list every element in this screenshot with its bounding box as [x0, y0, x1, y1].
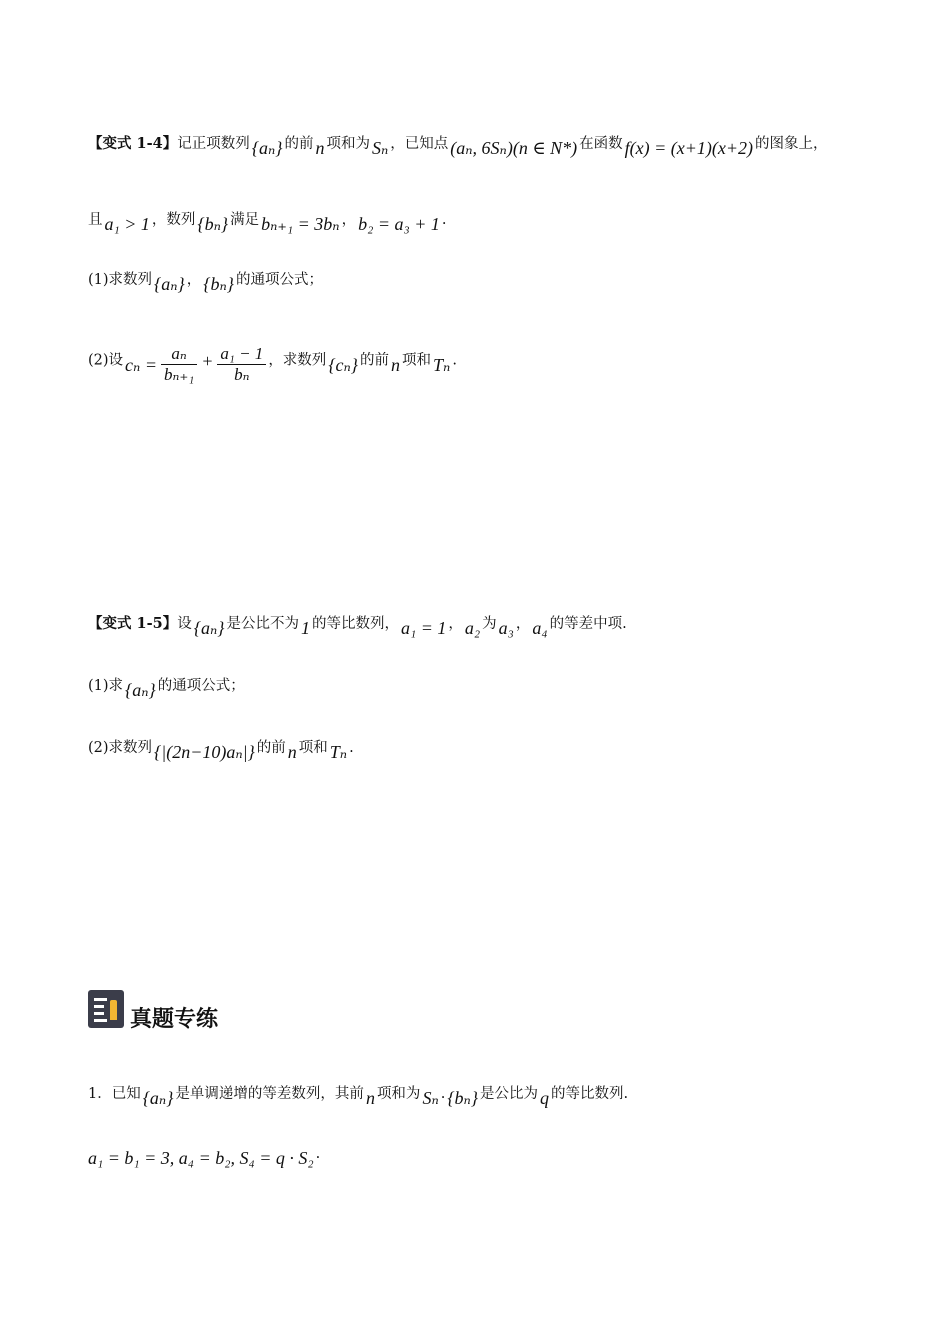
text: 满足 — [230, 212, 260, 228]
math: n — [391, 354, 400, 375]
text: ，已知点 — [390, 136, 449, 152]
text: . — [349, 740, 354, 756]
math: {bₙ} — [447, 1088, 479, 1108]
math: {|(2n−10)aₙ|} — [154, 742, 255, 762]
variant-1-5-question-2 — [88, 736, 354, 762]
text: 记正项数列 — [177, 136, 250, 152]
text: 项和为 — [376, 1086, 421, 1102]
variant-1-4-question-1 — [88, 268, 323, 294]
text: 的等比数列. — [551, 1086, 629, 1102]
math: {aₙ} — [142, 1088, 174, 1108]
text: 项和为 — [326, 136, 370, 152]
math: b₂ = a₃ + 1 — [358, 214, 440, 234]
fraction — [217, 344, 266, 385]
variant-label: 【变式 1-5】 — [88, 615, 178, 632]
text: 是公比不为 — [226, 616, 299, 632]
text: 1．已知 — [88, 1086, 141, 1102]
variant-label: 【变式 1-4】 — [88, 135, 178, 152]
text: 的前 — [256, 740, 286, 756]
math: Tₙ — [433, 354, 451, 375]
variant-1-4-question-2 — [88, 340, 457, 384]
text: 是公比为 — [480, 1086, 539, 1102]
text: 项和 — [402, 352, 431, 369]
section-title: 真题专练 — [130, 1005, 219, 1032]
math: {aₙ} — [251, 138, 283, 158]
section-header — [88, 990, 219, 1032]
text: (1)求 — [88, 678, 124, 694]
math: q — [540, 1088, 550, 1108]
text: . — [452, 352, 457, 369]
math: Tₙ — [329, 742, 348, 762]
math: a₂ — [464, 618, 481, 638]
math: a₁ > 1 — [104, 214, 150, 234]
math: n — [315, 138, 325, 158]
math: n — [365, 1088, 375, 1108]
math: n — [287, 742, 297, 762]
text: ， — [515, 616, 531, 632]
fraction-denominator: bₙ — [234, 365, 250, 384]
text: ， — [448, 616, 463, 632]
text: 的等差中项. — [549, 616, 627, 632]
variant-1-4-line-2 — [88, 208, 447, 234]
text: (1)求数列 — [88, 272, 153, 288]
math: bₙ₊₁ = 3bₙ — [261, 214, 340, 234]
math: {cₙ} — [328, 354, 358, 375]
math: (aₙ, 6Sₙ)(n ∈ N*) — [450, 138, 578, 158]
fraction — [161, 344, 197, 385]
math: {aₙ} — [154, 274, 185, 294]
text: . — [315, 1146, 321, 1162]
math: {aₙ} — [125, 680, 156, 700]
text: ，数列 — [151, 212, 196, 228]
math: 1 — [300, 618, 310, 638]
text: 是单调递增的等差数列，其前 — [175, 1086, 364, 1102]
problem-1-line-2 — [88, 1142, 321, 1168]
math: + — [201, 350, 214, 371]
fraction-numerator: aₙ — [161, 344, 197, 365]
math: {bₙ} — [197, 214, 229, 234]
math: cₙ = — [125, 354, 157, 375]
math: {bₙ} — [203, 274, 234, 294]
text: 的通项公式； — [235, 272, 323, 288]
text: ， — [341, 212, 357, 228]
text: 在函数 — [579, 136, 623, 152]
text: ，求数列 — [268, 352, 327, 369]
text: (2)设 — [88, 352, 124, 369]
math: a₁ = 1 — [400, 618, 447, 638]
text: 的通项公式； — [157, 678, 245, 694]
text: . — [441, 212, 447, 228]
math: a₁ = b₁ = 3, a₄ = b₂, S₄ = q · S₂ — [88, 1148, 314, 1168]
variant-1-5-question-1 — [88, 674, 245, 700]
text: ， — [186, 272, 202, 288]
text: 的前 — [284, 136, 314, 152]
text: 项和 — [298, 740, 328, 756]
math: {aₙ} — [193, 618, 225, 638]
math: a₃ — [498, 618, 514, 638]
problem-1-line-1 — [88, 1082, 629, 1108]
math: Sₙ — [422, 1088, 439, 1108]
text: . — [440, 1086, 446, 1102]
math: Sₙ — [371, 138, 389, 158]
variant-1-4-line-1 — [88, 132, 828, 158]
fraction-numerator: a₁ − 1 — [217, 344, 266, 365]
text: 且 — [88, 212, 103, 228]
math: a₄ — [532, 618, 548, 638]
notes-pencil-icon — [88, 990, 124, 1028]
text: 的图象上， — [755, 136, 828, 152]
text: 为 — [482, 616, 497, 632]
math: f(x) = (x+1)(x+2) — [624, 138, 754, 158]
fraction-denominator: bₙ₊₁ — [163, 365, 195, 384]
variant-1-5-line-1 — [88, 612, 627, 638]
text: (2)求数列 — [88, 740, 153, 756]
text: 设 — [177, 616, 192, 632]
text: 的等比数列， — [311, 616, 399, 632]
text: 的前 — [360, 352, 389, 369]
